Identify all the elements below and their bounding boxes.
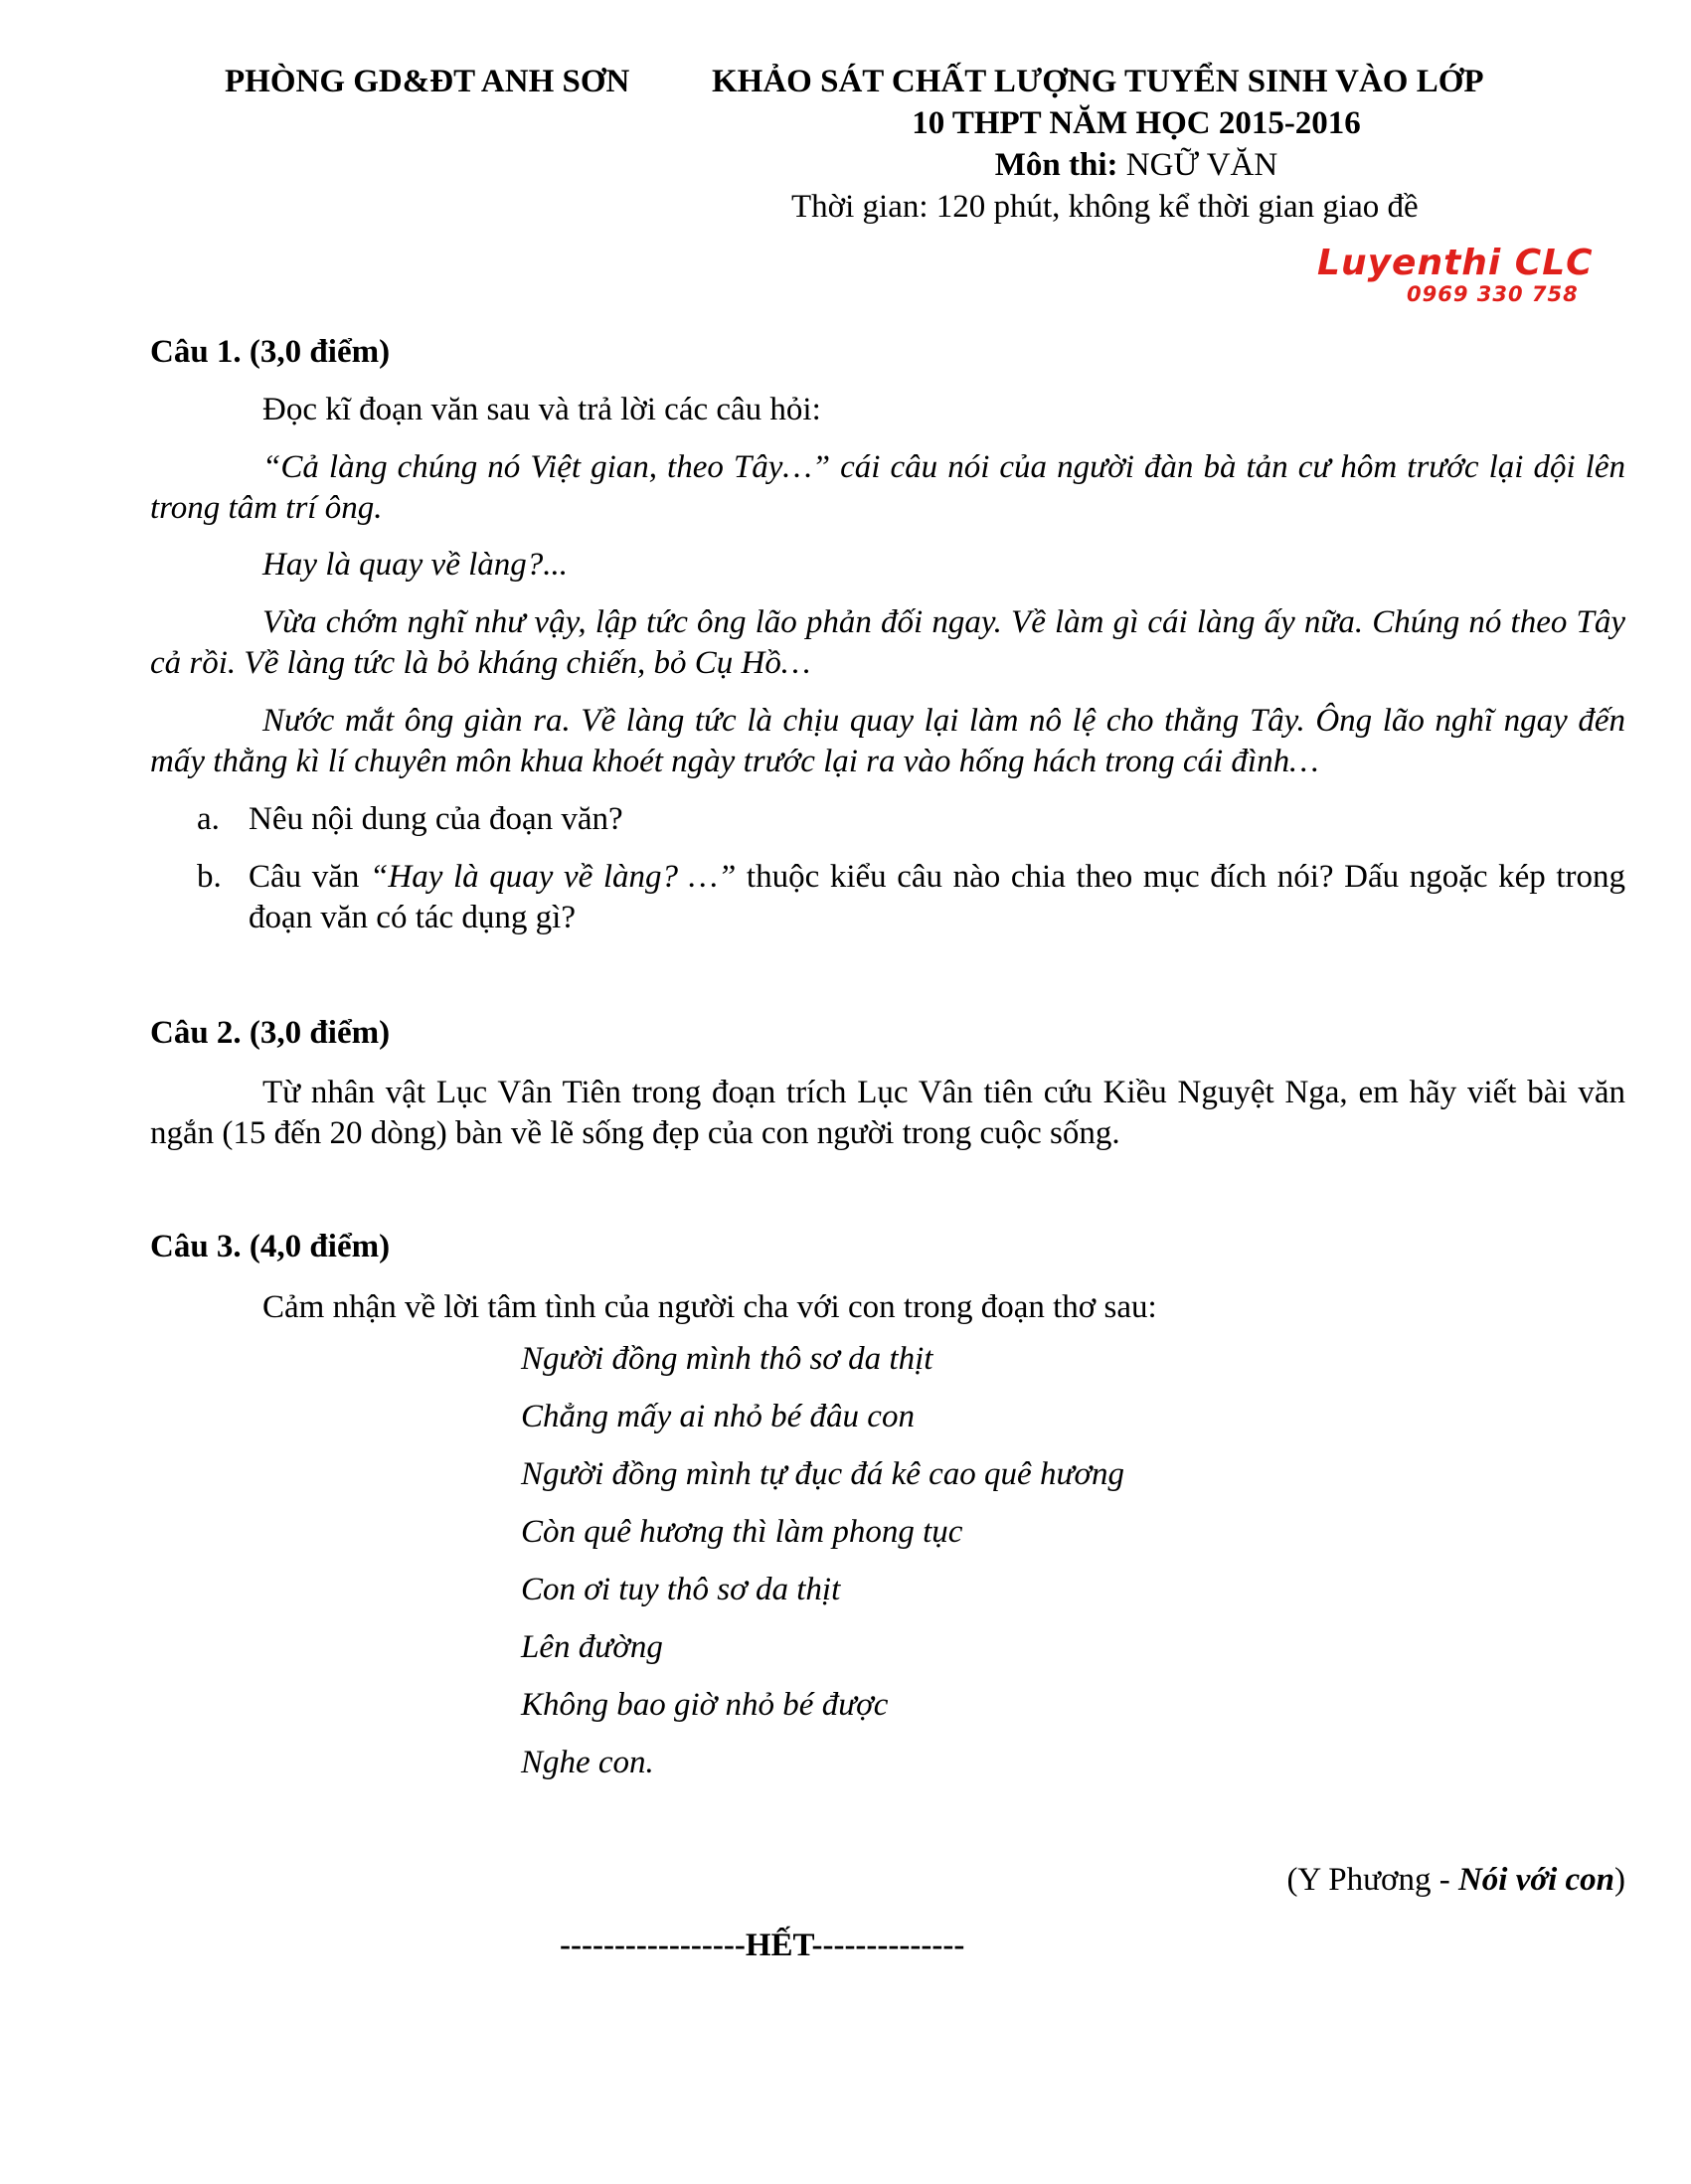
poem-source-close: ) [1614, 1862, 1625, 1898]
q3-heading: Câu 3. (4,0 điểm) [150, 1229, 391, 1264]
end-marker: -----------------HẾT-------------- [560, 1928, 965, 1963]
time-limit: Thời gian: 120 phút, không kể thời gian giao đề [791, 189, 1419, 225]
exam-title-line1: KHẢO SÁT CHẤT LƯỢNG TUYỂN SINH VÀO LỚP [712, 64, 1484, 99]
poem-line: Không bao giờ nhỏ bé được [521, 1687, 889, 1723]
q1-item-b [197, 857, 1625, 938]
department-name: PHÒNG GD&ĐT ANH SƠN [225, 64, 630, 99]
q1-item-a [197, 799, 1625, 840]
q1-excerpt-p4: Nước mắt ông giàn ra. Về làng tức là chịu quay lại làm nô lệ cho thằng Tây. Ông lão nghĩ ngay đến mấy thằng kì lí chuyên môn khua khoét ngày trước lại ra vào hống hách trong cái đình… [150, 703, 1625, 779]
q2-heading: Câu 2. (3,0 điểm) [150, 1015, 391, 1051]
poem-line: Con ơi tuy thô sơ da thịt [521, 1572, 841, 1607]
logo-name: Luyenthi CLC [1317, 243, 1594, 283]
poem-source-title: Nói với con [1457, 1862, 1614, 1898]
poem-source-open: (Y Phương - [1286, 1862, 1458, 1898]
q1-item-b-pre: Câu văn [249, 859, 371, 895]
poem-line: Còn quê hương thì làm phong tục [521, 1514, 963, 1550]
q1-heading: Câu 1. (3,0 điểm) [150, 334, 391, 370]
q1-excerpt-p3: Vừa chớm nghĩ như vậy, lập tức ông lão phản đối ngay. Về làm gì cái làng ấy nữa. Chúng nó theo Tây cả rồi. Về làng tức là bỏ kháng chiến, bỏ Cụ Hồ… [150, 604, 1625, 681]
q1-excerpt-p2: Hay là quay về làng?... [262, 547, 569, 583]
poem [521, 1330, 1124, 1791]
subject-line [712, 147, 1561, 184]
q1-item-a-text: Nêu nội dung của đoạn văn? [249, 801, 623, 837]
poem-line: Chẳng mấy ai nhỏ bé đâu con [521, 1399, 915, 1434]
q1-item-b-quote: “Hay là quay về làng? …” [370, 859, 737, 895]
q1-item-a-marker: a. [197, 801, 220, 837]
watermark-logo [1312, 243, 1630, 322]
q1-item-b-marker: b. [197, 859, 222, 895]
poem-line: Lên đường [521, 1629, 663, 1665]
exam-title-line2: 10 THPT NĂM HỌC 2015-2016 [912, 105, 1361, 141]
q2-text: Từ nhân vật Lục Vân Tiên trong đoạn trích Lục Vân tiên cứu Kiều Nguyệt Nga, em hãy viết bài văn ngắn (15 đến 20 dòng) bàn về lẽ sống đẹp của con người trong cuộc sống. [150, 1075, 1625, 1151]
subject-value: NGỮ VĂN [1125, 147, 1278, 183]
q1-item-b-post: thuộc kiểu câu nào chia theo mục đích nói? Dấu ngoặc kép trong đoạn văn có tác dụng gì? [249, 859, 1626, 935]
logo-phone: 0969 330 758 [1407, 282, 1579, 306]
q1-intro: Đọc kĩ đoạn văn sau và trả lời các câu hỏi: [262, 392, 821, 427]
q3-intro: Cảm nhận về lời tâm tình của người cha với con trong đoạn thơ sau: [262, 1289, 1157, 1325]
q1-item-b-text [249, 857, 1625, 938]
subject-label: Môn thi: [994, 147, 1118, 183]
poem-line: Người đồng mình thô sơ da thịt [521, 1341, 933, 1377]
q1-excerpt-p1: “Cả làng chúng nó Việt gian, theo Tây…” cái câu nói của người đàn bà tản cư hôm trước lại dội lên trong tâm trí ông. [150, 449, 1625, 526]
poem-line: Nghe con. [521, 1745, 654, 1780]
poem-line: Người đồng mình tự đục đá kê cao quê hương [521, 1456, 1125, 1492]
poem-source [1286, 1862, 1625, 1899]
